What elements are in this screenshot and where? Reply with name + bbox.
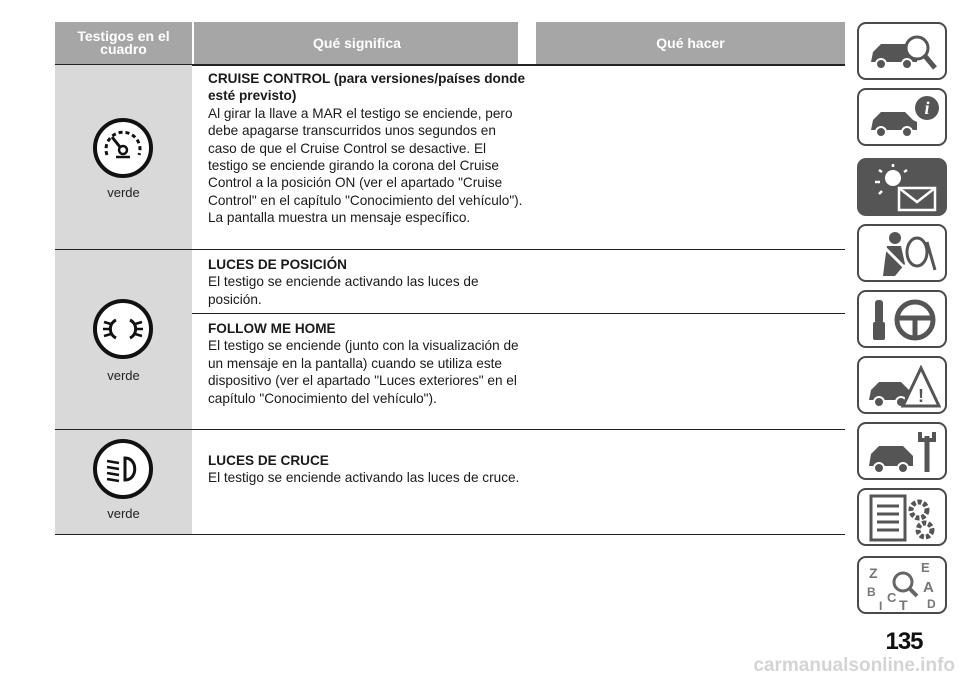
index-letter: T (899, 597, 908, 610)
warning-light-envelope-icon (865, 164, 941, 212)
car-info-icon (865, 94, 941, 142)
index-tab[interactable] (857, 556, 947, 614)
entry-title: LUCES DE POSICIÓN (208, 257, 347, 272)
entry-text: El testigo se enciende activando las luces de posición. (208, 274, 479, 307)
entry-title: FOLLOW ME HOME (208, 321, 336, 336)
icon-cell (55, 250, 192, 430)
table-header (55, 22, 845, 66)
car-breakdown-triangle-icon (865, 362, 941, 410)
entry-text: Al girar la llave a MAR el testigo se enciende, pero debe apagarse transcurridos unos segundos en caso de que el Cruise Control se desactive. El testigo se enciende girando la corona del Cruise Control a la posición ON (ver el apartado "Cruise Control" en el capítulo "Conocimiento del vehículo"). (208, 105, 523, 208)
entry-text-2: La pantalla muestra un mensaje específico. (208, 210, 471, 226)
maintenance-tab[interactable] (857, 422, 947, 480)
index-letter: E (921, 562, 930, 575)
index-letter: C (887, 590, 897, 605)
header-que-significa: Qué significa (192, 22, 520, 64)
low-beam-icon (92, 438, 154, 500)
watermark: carmanualsonline.info (753, 655, 955, 676)
car-wrench-icon (865, 428, 941, 476)
svg-text:!: ! (918, 386, 924, 406)
car-info-tab[interactable] (857, 88, 947, 146)
page-number: 135 (885, 628, 923, 655)
starting-driving-tab[interactable] (857, 290, 947, 348)
key-steering-wheel-icon (865, 296, 941, 344)
index-letter: D (927, 597, 936, 610)
entry-title: CRUISE CONTROL (para versiones/países donde esté previsto) (208, 71, 526, 104)
icon-color-label: verde (107, 368, 140, 383)
description-follow-me-home (208, 320, 528, 407)
description-low-beam (208, 452, 528, 487)
index-letter: A (923, 579, 934, 596)
table-row (55, 65, 845, 250)
document-gear-icon (865, 494, 941, 542)
index-letter: I (879, 599, 883, 610)
airbag-seatbelt-icon (865, 230, 941, 278)
table-row (55, 430, 845, 535)
car-search-tab[interactable] (857, 22, 947, 80)
header-testigos: Testigos en el cuadro (55, 22, 192, 64)
icon-cell (55, 430, 192, 535)
alphabet-index-icon (865, 562, 941, 610)
cruise-control-icon (92, 117, 154, 179)
table-row (55, 250, 845, 430)
index-letter: Z (869, 565, 878, 581)
icon-cell (55, 65, 192, 250)
entry-title: LUCES DE CRUCE (208, 453, 329, 468)
entry-text: El testigo se enciende (junto con la visualización de un mensaje en la pantalla) cuando se utiliza este dispositivo (ver el apartado "Luces exteriores" en el capítulo "Conocimiento del vehículo"). (208, 338, 519, 406)
entry-text: El testigo se enciende activando las luces de cruce. (208, 470, 520, 486)
car-search-icon (865, 28, 941, 76)
technical-data-tab[interactable] (857, 488, 947, 546)
icon-color-label: verde (107, 185, 140, 200)
emergency-tab[interactable] (857, 356, 947, 414)
description-position-lights (208, 256, 528, 308)
description-cruise-control (208, 70, 528, 227)
header-que-hacer: Qué hacer (536, 22, 845, 64)
warning-lights-messages-tab[interactable] (857, 158, 947, 216)
icon-color-label: verde (107, 506, 140, 521)
svg-text:i: i (924, 98, 930, 118)
position-lights-icon (92, 298, 154, 360)
safety-tab[interactable] (857, 224, 947, 282)
index-letter: B (867, 585, 876, 599)
